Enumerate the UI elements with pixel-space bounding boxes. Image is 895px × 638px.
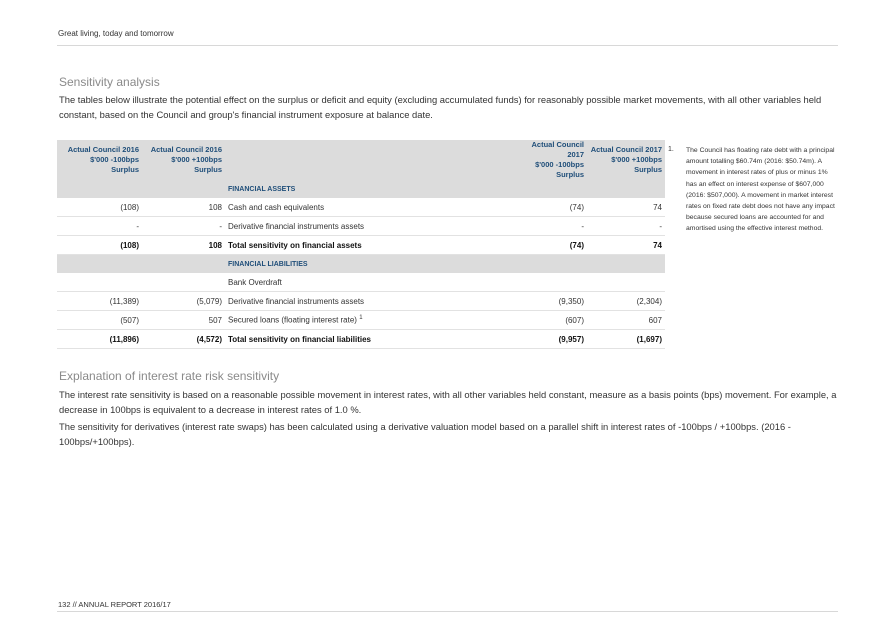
row-label: Cash and cash equivalents	[225, 198, 511, 217]
cell: 74	[587, 198, 665, 217]
row-label: Total sensitivity on financial assets	[225, 236, 511, 255]
footer-divider	[57, 611, 838, 612]
header-2017-plus	[587, 140, 665, 180]
cell: 74	[587, 236, 665, 255]
cell: (507)	[57, 311, 142, 330]
table-row-total	[57, 236, 665, 255]
table-row	[57, 198, 665, 217]
header-description	[225, 140, 511, 180]
cell: (11,896)	[57, 330, 142, 349]
explanation-title: Explanation of interest rate risk sensitivity	[59, 369, 280, 383]
header-line: Actual Council 2016	[67, 145, 139, 154]
header-2016-minus	[57, 140, 142, 180]
header-line: Actual Council 2017	[590, 145, 662, 154]
header-line: $'000 +100bps	[171, 155, 222, 164]
sensitivity-title: Sensitivity analysis	[59, 75, 160, 89]
cell: (108)	[57, 236, 142, 255]
cell: 507	[142, 311, 225, 330]
header-line: Surplus	[111, 165, 139, 174]
section-band-assets	[57, 180, 665, 198]
cell: (5,079)	[142, 292, 225, 311]
header-tagline: Great living, today and tomorrow	[58, 29, 174, 38]
cell: -	[587, 217, 665, 236]
cell: (9,350)	[511, 292, 587, 311]
row-label: Derivative financial instruments assets	[225, 217, 511, 236]
header-line: $'000 -100bps	[535, 160, 584, 169]
section-label: FINANCIAL ASSETS	[225, 180, 511, 198]
cell: (108)	[57, 198, 142, 217]
row-label-cell	[225, 311, 511, 330]
footnote-text: The Council has floating rate debt with a principal amount totalling $60.74m (2016: $50.74m). A movement in interest rates of plus or minus 1% has an effect on interest expense of $607,000 (2016: $507,000). A movement in market interest rates on fixed rate debt does not have any impact because secured loans are accounted for and amortised using the effective interest method.	[686, 147, 835, 233]
row-label: Bank Overdraft	[225, 273, 511, 292]
table-header-row	[57, 140, 665, 180]
header-line: Surplus	[634, 165, 662, 174]
header-line: Actual Council 2017	[531, 140, 584, 159]
header-line: $'000 +100bps	[611, 155, 662, 164]
explanation-para-2: The sensitivity for derivatives (interest rate swaps) has been calculated using a derivative valuation model based on a parallel shift in interest rates of -100bps / +100bps. (2016 - 100bps/+100bps).	[59, 421, 791, 447]
cell: (4,572)	[142, 330, 225, 349]
footnote-ref: 1	[359, 315, 363, 322]
footer-page-label: 132 // ANNUAL REPORT 2016/17	[58, 600, 171, 609]
cell: 607	[587, 311, 665, 330]
row-label: Total sensitivity on financial liabilities	[225, 330, 511, 349]
header-2017-minus	[511, 140, 587, 180]
cell: -	[511, 217, 587, 236]
cell: 108	[142, 236, 225, 255]
header-divider	[57, 45, 838, 46]
cell: (74)	[511, 236, 587, 255]
sensitivity-table	[57, 140, 665, 349]
row-label: Derivative financial instruments assets	[225, 292, 511, 311]
explanation-para-1: The interest rate sensitivity is based on a reasonable possible movement in interest rates, with all other variables held constant, measure as a basis points (bps) movement. For example, a decrease in 100bps is equivalent to a decrease in interest rates of 1.0 %.	[59, 389, 837, 415]
table-row	[57, 217, 665, 236]
section-label: FINANCIAL LIABILITIES	[225, 255, 511, 274]
sensitivity-intro: The tables below illustrate the potential effect on the surplus or deficit and equity (excluding accumulated funds) for reasonably possible market movements, with all other variables held constant, based on the Council and group's financial instrument exposure at balance date.	[59, 94, 822, 120]
cell: (607)	[511, 311, 587, 330]
section-band-liabilities	[57, 255, 665, 274]
table-row	[57, 311, 665, 330]
header-line: Surplus	[194, 165, 222, 174]
header-2016-plus	[142, 140, 225, 180]
cell: (74)	[511, 198, 587, 217]
table-row	[57, 292, 665, 311]
cell: (9,957)	[511, 330, 587, 349]
header-line: Surplus	[556, 170, 584, 179]
row-label: Secured loans (floating interest rate)	[228, 315, 357, 325]
cell: (1,697)	[587, 330, 665, 349]
header-line: Actual Council 2016	[150, 145, 222, 154]
footnote-number: 1.	[668, 146, 674, 153]
table-row-total	[57, 330, 665, 349]
cell: -	[57, 217, 142, 236]
cell: 108	[142, 198, 225, 217]
cell: -	[142, 217, 225, 236]
cell: (11,389)	[57, 292, 142, 311]
cell: (2,304)	[587, 292, 665, 311]
header-line: $'000 -100bps	[90, 155, 139, 164]
table-row	[57, 273, 665, 292]
